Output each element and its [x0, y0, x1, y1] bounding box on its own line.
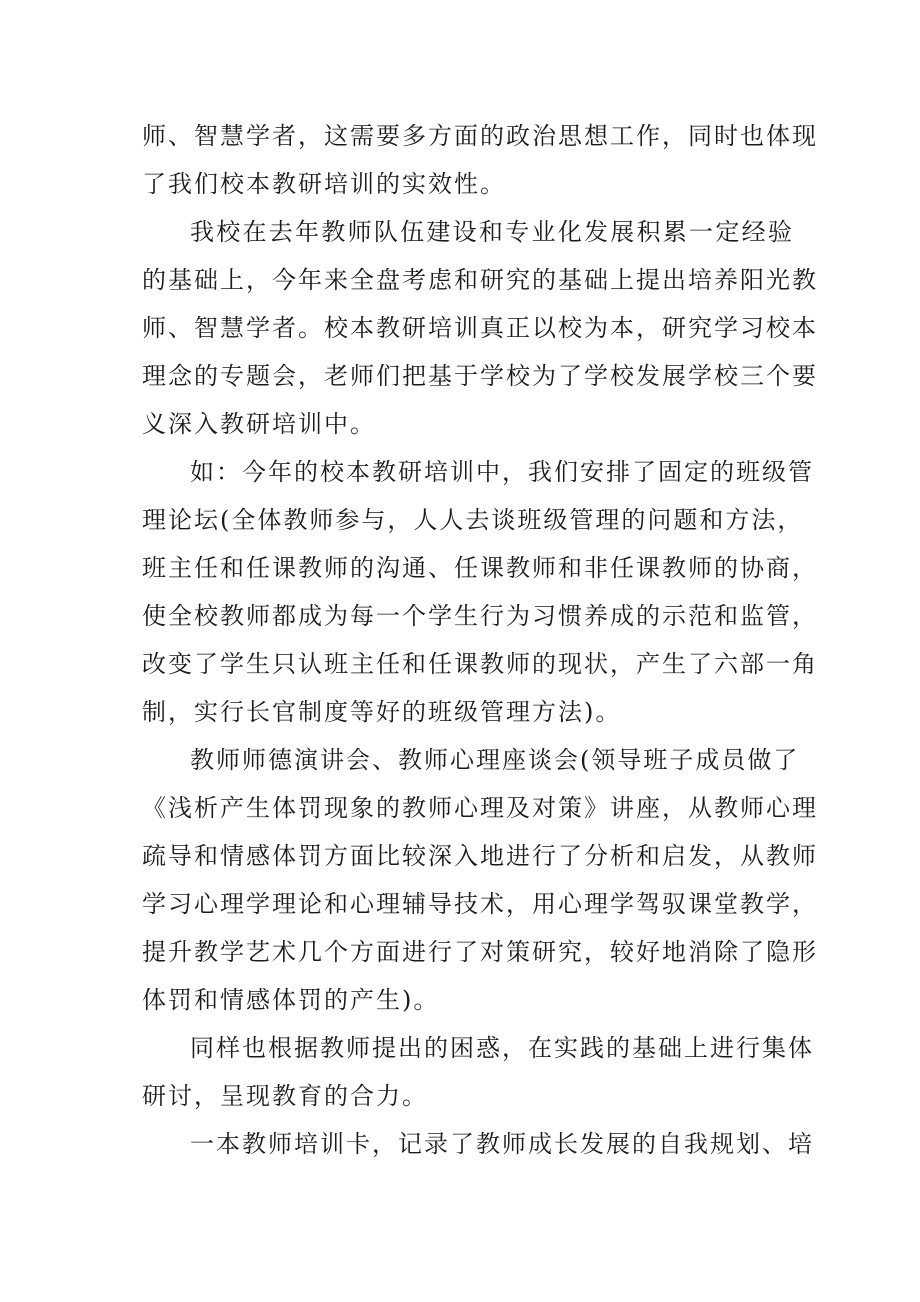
document-body — [142, 112, 818, 1168]
text-line: 同 样 也 根 据 教 师 提 出 的 困 惑 ， 在 实 践 的 基 础 上 进 行 集 体 — [190, 1034, 814, 1062]
text-line: 了我们校本教研培训的实效性。 — [142, 170, 506, 198]
text-line: 研讨，呈现教育的合力。 — [142, 1082, 428, 1110]
text-line: 义深入教研培训中。 — [142, 410, 376, 438]
text-line: 理 论 坛 ( 全 体 教 师 参 与 ， 人 人 去 谈 班 级 管 理 的 问 题 和 方 法 ， — [142, 506, 804, 534]
text-line: 师 、 智 慧 学 者 。 校 本 教 研 培 训 真 正 以 校 为 本 ， 研 究 学 习 校 本 — [142, 314, 818, 342]
text-line: 提 升 教 学 艺 术 几 个 方 面 进 行 了 对 策 研 究 ， 较 好 地 消 除 了 隐 形 — [142, 938, 818, 966]
text-line: 一 本 教 师 培 训 卡 ， 记 录 了 教 师 成 长 发 展 的 自 我 规 划 、 培 — [190, 1130, 814, 1158]
text-line: 改 变 了 学 生 只 认 班 主 任 和 任 课 教 师 的 现 状 ， 产 生 了 六 部 一 角 — [142, 650, 818, 678]
text-line: 我 校 在 去 年 教 师 队 伍 建 设 和 专 业 化 发 展 积 累 一 定 经 验 — [190, 218, 794, 246]
text-line: 的 基 础 上 ， 今 年 来 全 盘 考 虑 和 研 究 的 基 础 上 提 出 培 养 阳 光 教 — [142, 266, 818, 294]
text-line: 师 、 智 慧 学 者 ， 这 需 要 多 方 面 的 政 治 思 想 工 作 ， 同 时 也 体 现 — [142, 122, 818, 150]
text-line: 疏 导 和 情 感 体 罚 方 面 比 较 深 入 地 进 行 了 分 析 和 启 发 ， 从 教 师 — [142, 842, 818, 870]
text-line: 教 师 师 德 演 讲 会 、 教 师 心 理 座 谈 会 ( 领 导 班 子 成 员 做 了 — [190, 746, 800, 774]
text-line: 《 浅 析 产 生 体 罚 现 象 的 教 师 心 理 及 对 策 》 讲 座 ， 从 教 师 心 理 — [142, 794, 818, 822]
text-line: 使 全 校 教 师 都 成 为 每 一 个 学 生 行 为 习 惯 养 成 的 示 范 和 监 管 ， — [142, 602, 818, 630]
text-line: 制，实行长官制度等好的班级管理方法)。 — [142, 698, 622, 726]
text-line: 班 主 任 和 任 课 教 师 的 沟 通 、 任 课 教 师 和 非 任 课 教 师 的 协 商 ， — [142, 554, 818, 582]
text-line: 体罚和情感体罚的产生)。 — [142, 986, 440, 1014]
text-line: 如 ： 今 年 的 校 本 教 研 培 训 中 ， 我 们 安 排 了 固 定 的 班 级 管 — [190, 458, 814, 486]
text-line: 理 念 的 专 题 会 ， 老 师 们 把 基 于 学 校 为 了 学 校 发 展 学 校 三 个 要 — [142, 362, 818, 390]
text-line: 学 习 心 理 学 理 论 和 心 理 辅 导 技 术 ， 用 心 理 学 驾 驭 课 堂 教 学 ， — [142, 890, 818, 918]
